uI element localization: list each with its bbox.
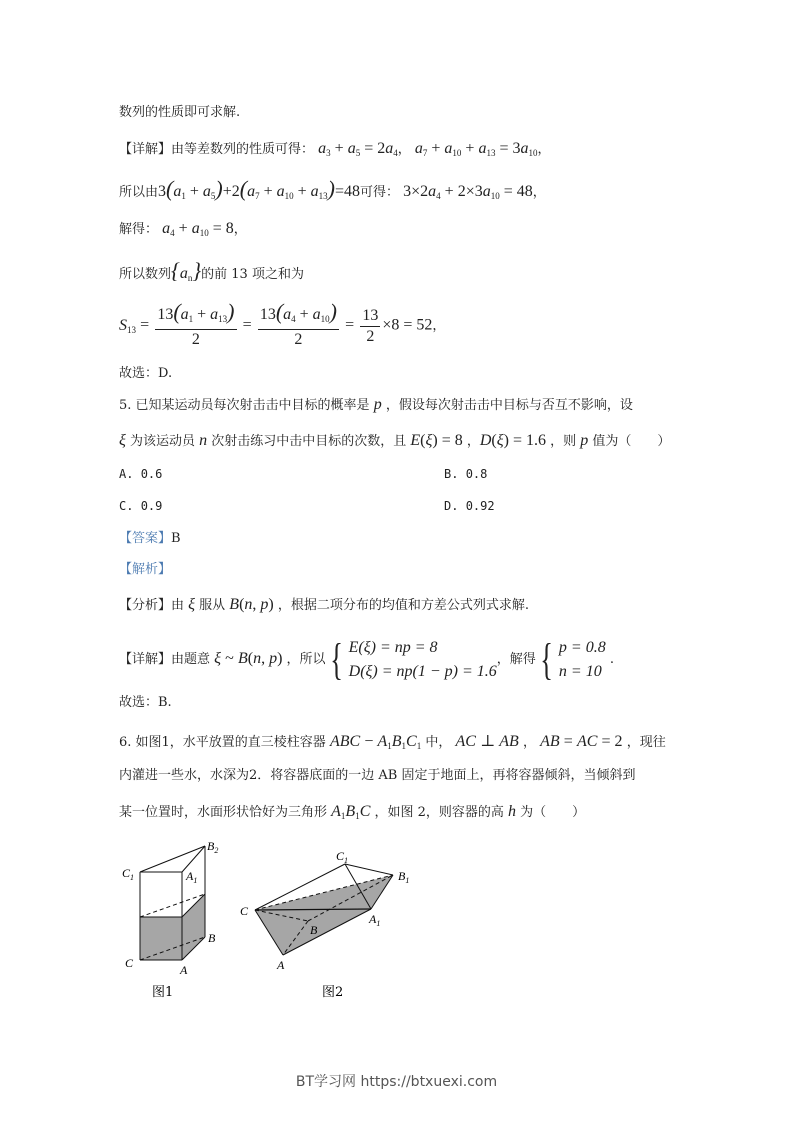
q5-option-a: A. 0.6 [119,467,163,481]
q4-sum-eq: $S_{13}$ = $\frac{13(a_1 + a_{13})}{2}$ = $\frac{13(a_4 + a_{10})}{2}$ = $\frac{13}{2}$ ×8 = 52， [119,299,446,348]
q4-detail-line: 【详解】由等差数列的性质可得： $a_3 + a_5 = 2a_4$， $a_7 + a_{10} + a_{13} = 3a_{10}$， [119,140,551,158]
answer-value: B [171,531,181,546]
q4-solve-eq: $a_4 + a_{10} = 8$ [162,220,234,238]
q6-line1: 6. 如图1，水平放置的直三棱柱容器 ABC − $A_1B_1C_1$ 中， AC ⊥ AB ， AB = AC = 2 ，现往 [119,733,666,751]
fig1-label-a: A [180,963,188,977]
q5-analysis-label: 【解析】 [119,562,172,577]
q5-option-c: C. 0.9 [119,499,163,513]
q5-system1: { E(ξ) = np = 8 D(ξ) = np(1 − p) = 1.6 [329,634,497,684]
q4-conclusion: 故选：D. [119,366,173,381]
q4-line2: 所以由$3(a_1 + a_5)+2(a_7 + a_{10} + a_{13})=48$可得： $3\times 2a_4 + 2\times 3a_{10} = 48$， [119,176,546,201]
fig2-label-c1: $C_1$ [336,849,349,865]
footer-watermark: BT学习网 https://btxuexi.com [295,1074,498,1090]
detail-label: 【详解】 [119,142,172,157]
fig1-label-a1: $A_1$ [186,869,198,885]
fig1-caption: 图1 [152,985,174,1000]
intro-tail: 数列的性质即可求解. [119,105,241,120]
q5-option-b: B. 0.8 [444,467,488,481]
q4-eq1: $a_3 + a_5 = 2a_4$ [318,140,398,158]
fig2-label-a1: $A_1$ [369,912,381,928]
fig2-label-b: B [310,923,318,937]
q5-detail: 【详解】由题意 ξ ~ B(n, p) ，所以 { E(ξ) = np = 8 D(ξ) = np(1 − p) = 1.6 ，解得 { p = 0.8 n = 10 . [119,634,614,684]
answer-label: 【答案】 [119,531,172,546]
q5-answer [119,530,181,548]
fig1-label-b: B [208,931,216,945]
q4-eq2: $a_7 + a_{10} + a_{13} = 3a_{10}$ [414,140,538,158]
fig2-label-b1: $B_1$ [398,869,410,885]
q5-option-d: D. 0.92 [444,499,495,513]
fig1-label-c: C [125,956,134,970]
fig2-label-c: C [240,904,249,918]
figure-1-prism [110,830,240,1005]
q4-line2-eq: $3(a_1 + a_5)+2(a_7 + a_{10} + a_{13})=48$ [158,176,360,201]
q5-stem-1: 已知某运动员每次射击击中目标的概率是 p ，假设每次射击击中目标与否互不影响，设 [135,396,633,413]
q6-line3: 某一位置时，水面形状恰好为三角形 $A_1B_1C$ ，如图 2，则容器的高 h 为（ ） [119,803,586,821]
q5-system2: { p = 0.8 n = 10 [540,634,606,684]
q4-sum-text: 所以数列$\{a_n\}$的前 13 项之和为 [119,258,304,283]
q5-stem-line1: 5. 已知某运动员每次射击击中目标的概率是 p ，假设每次射击击中目标与否互不影响，设 [119,396,633,413]
fig2-caption: 图2 [322,985,344,1000]
fig2-label-a: A [277,958,285,972]
figure-2-tilted-prism [230,835,420,1005]
q6-line2: 内灌进一些水，水深为2．将容器底面的一边 AB 固定于地面上，再将容器倾斜，当倾斜到 [119,768,636,783]
q4-solve: 解得： $a_4 + a_{10} = 8$， [119,220,247,238]
q5-analyze: 【分析】由 ξ 服从 B(n, p) ，根据二项分布的均值和方差公式列式求解. [119,596,529,613]
q4-line2-eq2: $3\times 2a_4 + 2\times 3a_{10} = 48$ [403,183,533,201]
q5-stem-line2: ξ 为该运动员 n 次射击练习中击中目标的次数，且 E(ξ) = 8 ，D(ξ) = 1.6 ，则 p 值为（ ） [119,432,671,449]
fig1-label-b1: $B_2$ [207,839,219,855]
q5-conclusion: 故选：B. [119,695,172,710]
fig1-label-c1: $C_1$ [122,866,135,882]
